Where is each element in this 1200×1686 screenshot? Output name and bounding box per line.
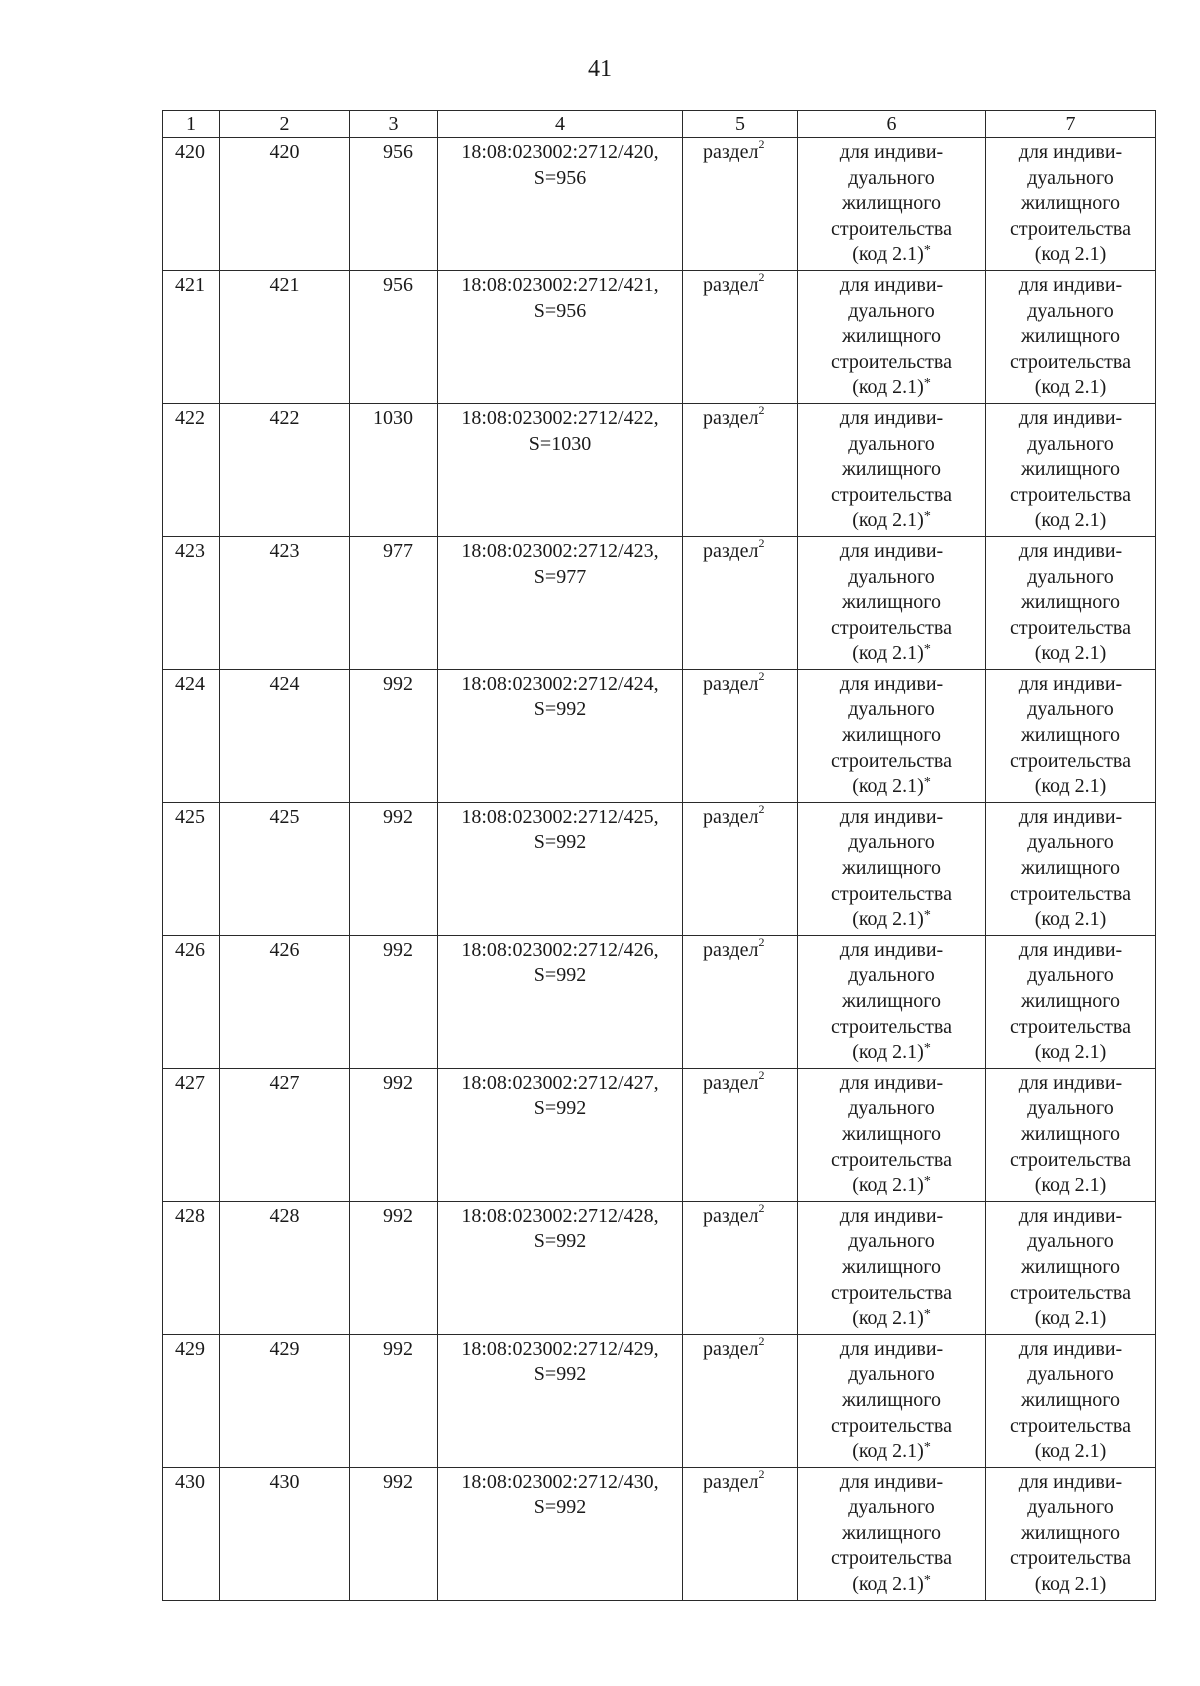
cadastral-number: 18:08:023002:2712/430, [461, 1470, 659, 1493]
use-line: (код 2.1) [1034, 1041, 1107, 1064]
cell-plot-number: 426 [220, 935, 350, 1068]
use-line: для индиви- [839, 1071, 944, 1094]
cell-permitted-use [798, 935, 986, 1068]
formation-type: раздел [703, 1337, 759, 1360]
use-line: строительства [1010, 1281, 1131, 1304]
cell-plot-number: 422 [220, 403, 350, 536]
use-line: для индиви- [1018, 406, 1123, 429]
use-line: жилищного [1020, 1521, 1120, 1544]
use-line: для индиви- [1018, 672, 1123, 695]
use-line: жилищного [841, 990, 941, 1012]
area-label: S=992 [533, 698, 587, 721]
cell-area-value: 956 [350, 270, 438, 403]
use-line: дуального [848, 1230, 935, 1253]
area-label: S=992 [533, 831, 587, 854]
use-line: (код 2.1) [1034, 376, 1107, 399]
area-label: S=992 [533, 1363, 587, 1386]
use-line: (код 2.1) [1034, 509, 1107, 532]
cell-cadastral [438, 403, 683, 536]
asterisk-mark: * [923, 509, 931, 525]
cell-permitted-use-alt [986, 1334, 1156, 1467]
use-line: для индиви- [839, 672, 944, 695]
use-line: строительства [1010, 1414, 1131, 1437]
formation-type: раздел [703, 539, 759, 562]
use-line: для индиви- [1018, 1337, 1123, 1360]
use-line: жилищного [1020, 458, 1120, 481]
cell-area-value: 992 [350, 935, 438, 1068]
use-line: жилищного [1020, 591, 1120, 614]
cell-area-value: 992 [350, 1334, 438, 1467]
cell-number: 430 [163, 1467, 220, 1600]
column-header-1: 1 [163, 111, 220, 138]
use-line: дуального [1027, 166, 1114, 189]
use-line: дуального [848, 1496, 935, 1519]
page-number: 41 [588, 56, 612, 82]
cell-area-value: 992 [350, 1467, 438, 1600]
cell-number: 422 [163, 403, 220, 536]
cell-permitted-use [798, 802, 986, 935]
use-line: дуального [848, 299, 935, 322]
use-line-text: (код 2.1) [852, 1440, 924, 1463]
use-line-last [798, 1572, 985, 1600]
footnote-marker: 2 [758, 1068, 765, 1083]
use-line-text: (код 2.1) [852, 376, 924, 399]
use-line: для индиви- [839, 1204, 944, 1227]
cell-permitted-use-alt [986, 935, 1156, 1068]
footnote-marker: 2 [758, 270, 765, 285]
footnote-marker: 2 [758, 403, 765, 418]
cell-cadastral [438, 1201, 683, 1334]
footnote-marker: 2 [758, 1467, 765, 1482]
cell-formation-type [683, 536, 798, 669]
table-row [163, 403, 1156, 536]
use-line-text: (код 2.1) [852, 509, 924, 532]
cell-cadastral [438, 1467, 683, 1600]
use-line: строительства [831, 1414, 952, 1437]
use-line-last [798, 1439, 985, 1467]
use-line: для индиви- [1018, 1470, 1123, 1493]
cadastral-number: 18:08:023002:2712/428, [461, 1204, 659, 1227]
column-header-2: 2 [220, 111, 350, 138]
cell-number: 423 [163, 536, 220, 669]
use-line: для индиви- [839, 1337, 944, 1360]
cell-area-value: 977 [350, 536, 438, 669]
use-line: жилищного [841, 591, 941, 614]
use-line: дуального [1027, 565, 1114, 588]
cell-permitted-use-alt [986, 536, 1156, 669]
cell-area-value: 992 [350, 669, 438, 802]
formation-type: раздел [703, 1071, 759, 1094]
use-line-text: (код 2.1) [852, 1174, 924, 1197]
use-line: строительства [1010, 217, 1131, 240]
use-line-last [798, 1173, 985, 1201]
use-line: строительства [831, 616, 952, 639]
cell-number: 426 [163, 935, 220, 1068]
use-line: для индиви- [839, 406, 944, 429]
column-header-4: 4 [438, 111, 683, 138]
use-line-last [798, 1040, 985, 1068]
cell-permitted-use [798, 1334, 986, 1467]
use-line: (код 2.1) [1034, 1174, 1107, 1197]
area-label: S=956 [533, 166, 587, 189]
formation-type: раздел [703, 672, 759, 695]
use-line: жилищного [1020, 1122, 1120, 1145]
table-row [163, 1334, 1156, 1467]
use-line: дуального [848, 698, 935, 721]
use-line: строительства [1010, 483, 1131, 506]
use-line: для индиви- [1018, 805, 1123, 828]
use-line: строительства [831, 217, 952, 240]
use-line: для индиви- [839, 141, 944, 163]
area-label: S=992 [533, 1097, 587, 1120]
cell-number: 427 [163, 1068, 220, 1201]
cell-formation-type [683, 1201, 798, 1334]
formation-type: раздел [703, 141, 759, 163]
use-line-last [798, 774, 985, 802]
cell-permitted-use-alt [986, 1068, 1156, 1201]
use-line-text: (код 2.1) [852, 1307, 924, 1330]
use-line: строительства [831, 483, 952, 506]
cell-number: 429 [163, 1334, 220, 1467]
cell-plot-number: 423 [220, 536, 350, 669]
cell-plot-number: 427 [220, 1068, 350, 1201]
use-line: строительства [831, 1148, 952, 1171]
footnote-marker: 2 [758, 1334, 765, 1349]
land-plots-table [162, 110, 1156, 1601]
cell-permitted-use [798, 1201, 986, 1334]
cell-formation-type [683, 935, 798, 1068]
use-line: (код 2.1) [1034, 908, 1107, 931]
cell-plot-number: 425 [220, 802, 350, 935]
use-line: для индиви- [1018, 1071, 1123, 1094]
use-line-last [798, 508, 985, 536]
cell-permitted-use [798, 138, 986, 271]
use-line: жилищного [841, 325, 941, 348]
table-row [163, 1201, 1156, 1334]
use-line: для индиви- [839, 273, 944, 296]
cell-plot-number: 420 [220, 138, 350, 271]
table-row [163, 802, 1156, 935]
use-line: строительства [1010, 882, 1131, 905]
use-line: для индиви- [1018, 1204, 1123, 1227]
use-line: жилищного [1020, 192, 1120, 215]
use-line: дуального [848, 831, 935, 854]
cadastral-number: 18:08:023002:2712/420, [461, 141, 659, 163]
use-line-text: (код 2.1) [852, 908, 924, 931]
cell-cadastral [438, 802, 683, 935]
cell-formation-type [683, 403, 798, 536]
use-line: дуального [1027, 1496, 1114, 1519]
area-label: S=992 [533, 964, 587, 987]
use-line-last [798, 1306, 985, 1334]
cell-number: 421 [163, 270, 220, 403]
asterisk-mark: * [923, 775, 931, 791]
cell-area-value: 992 [350, 802, 438, 935]
cell-number: 425 [163, 802, 220, 935]
cell-area-value: 992 [350, 1201, 438, 1334]
footnote-marker: 2 [758, 802, 765, 817]
area-label: S=956 [533, 299, 587, 322]
cell-permitted-use-alt [986, 403, 1156, 536]
use-line: жилищного [1020, 1388, 1120, 1411]
use-line: (код 2.1) [1034, 243, 1107, 266]
cadastral-number: 18:08:023002:2712/421, [461, 273, 659, 296]
use-line: дуального [1027, 964, 1114, 987]
cell-permitted-use-alt [986, 1201, 1156, 1334]
column-header-7: 7 [986, 111, 1156, 138]
footnote-marker: 2 [758, 1201, 765, 1216]
asterisk-mark: * [923, 908, 931, 924]
cell-permitted-use-alt [986, 138, 1156, 271]
footnote-marker: 2 [758, 935, 765, 950]
footnote-marker: 2 [758, 669, 765, 684]
use-line: дуального [848, 964, 935, 987]
use-line: (код 2.1) [1034, 642, 1107, 665]
use-line: жилищного [841, 1388, 941, 1411]
area-label: S=977 [533, 565, 587, 588]
use-line: дуального [1027, 831, 1114, 854]
use-line: строительства [831, 1547, 952, 1570]
footnote-marker: 2 [758, 137, 765, 152]
cadastral-number: 18:08:023002:2712/427, [461, 1071, 659, 1094]
asterisk-mark: * [923, 376, 931, 392]
formation-type: раздел [703, 1204, 759, 1227]
use-line: для индиви- [839, 938, 944, 961]
cell-formation-type [683, 1068, 798, 1201]
cadastral-number: 18:08:023002:2712/425, [461, 805, 659, 828]
use-line: (код 2.1) [1034, 1440, 1107, 1463]
asterisk-mark: * [923, 1440, 931, 1456]
use-line: для индиви- [1018, 539, 1123, 562]
formation-type: раздел [703, 273, 759, 296]
cadastral-number: 18:08:023002:2712/422, [461, 406, 659, 429]
cell-formation-type [683, 802, 798, 935]
table-header [163, 111, 1156, 138]
table-row [163, 669, 1156, 802]
cell-permitted-use [798, 1068, 986, 1201]
cell-cadastral [438, 138, 683, 271]
use-line-text: (код 2.1) [852, 1573, 924, 1596]
use-line: для индиви- [1018, 938, 1123, 961]
use-line: дуального [848, 432, 935, 455]
use-line: (код 2.1) [1034, 1307, 1107, 1330]
cell-plot-number: 429 [220, 1334, 350, 1467]
table-body [163, 138, 1156, 1601]
cell-cadastral [438, 1334, 683, 1467]
use-line: строительства [1010, 749, 1131, 772]
use-line-last [798, 641, 985, 669]
asterisk-mark: * [923, 642, 931, 658]
cell-plot-number: 421 [220, 270, 350, 403]
cell-permitted-use-alt [986, 270, 1156, 403]
use-line: дуального [1027, 698, 1114, 721]
use-line: дуального [848, 166, 935, 189]
cell-permitted-use [798, 669, 986, 802]
table-row [163, 138, 1156, 271]
formation-type: раздел [703, 805, 759, 828]
cell-formation-type [683, 669, 798, 802]
use-line: для индиви- [839, 805, 944, 828]
use-line: дуального [1027, 1230, 1114, 1253]
asterisk-mark: * [923, 1174, 931, 1190]
cell-formation-type [683, 138, 798, 271]
cell-permitted-use [798, 536, 986, 669]
use-line: дуального [848, 1097, 935, 1120]
header-row [163, 111, 1156, 138]
use-line-text: (код 2.1) [852, 1041, 924, 1064]
use-line-last [798, 242, 985, 270]
formation-type: раздел [703, 1470, 759, 1493]
use-line: жилищного [1020, 325, 1120, 348]
formation-type: раздел [703, 406, 759, 429]
cell-area-value: 1030 [350, 403, 438, 536]
use-line: строительства [1010, 1148, 1131, 1171]
use-line: жилищного [841, 857, 941, 880]
use-line: строительства [1010, 1547, 1131, 1570]
asterisk-mark: * [923, 1573, 931, 1589]
cell-permitted-use [798, 403, 986, 536]
cell-area-value: 992 [350, 1068, 438, 1201]
use-line-last [798, 375, 985, 403]
use-line: строительства [1010, 616, 1131, 639]
cell-plot-number: 424 [220, 669, 350, 802]
cell-permitted-use-alt [986, 669, 1156, 802]
cell-plot-number: 428 [220, 1201, 350, 1334]
use-line: строительства [1010, 350, 1131, 373]
cell-formation-type [683, 1467, 798, 1600]
asterisk-mark: * [923, 1041, 931, 1057]
cell-area-value: 956 [350, 138, 438, 271]
use-line: жилищного [841, 1122, 941, 1145]
column-header-6: 6 [798, 111, 986, 138]
cell-formation-type [683, 1334, 798, 1467]
asterisk-mark: * [923, 243, 931, 259]
use-line: для индиви- [839, 539, 944, 562]
use-line-text: (код 2.1) [852, 243, 924, 266]
use-line: дуального [1027, 299, 1114, 322]
cadastral-number: 18:08:023002:2712/426, [461, 938, 659, 961]
use-line-text: (код 2.1) [852, 775, 924, 798]
use-line: жилищного [1020, 990, 1120, 1012]
cell-permitted-use-alt [986, 802, 1156, 935]
use-line: строительства [831, 1015, 952, 1038]
use-line-text: (код 2.1) [852, 642, 924, 665]
cell-permitted-use-alt [986, 1467, 1156, 1600]
cell-cadastral [438, 669, 683, 802]
use-line: для индиви- [839, 1470, 944, 1493]
cell-formation-type [683, 270, 798, 403]
cell-plot-number: 430 [220, 1467, 350, 1600]
cadastral-number: 18:08:023002:2712/423, [461, 539, 659, 562]
table-row [163, 536, 1156, 669]
use-line: дуального [848, 565, 935, 588]
column-header-3: 3 [350, 111, 438, 138]
table-row [163, 270, 1156, 403]
cadastral-number: 18:08:023002:2712/424, [461, 672, 659, 695]
use-line: строительства [831, 1281, 952, 1304]
cell-number: 424 [163, 669, 220, 802]
footnote-marker: 2 [758, 536, 765, 551]
use-line: дуального [1027, 432, 1114, 455]
use-line: жилищного [841, 458, 941, 481]
use-line: жилищного [841, 1521, 941, 1544]
use-line: жилищного [1020, 857, 1120, 880]
use-line: строительства [1010, 1015, 1131, 1038]
cell-permitted-use [798, 1467, 986, 1600]
cell-cadastral [438, 935, 683, 1068]
use-line: дуального [1027, 1097, 1114, 1120]
use-line: (код 2.1) [1034, 775, 1107, 798]
use-line: жилищного [1020, 1255, 1120, 1278]
table-row [163, 935, 1156, 1068]
cell-number: 428 [163, 1201, 220, 1334]
use-line-last [798, 907, 985, 935]
use-line: дуального [1027, 1363, 1114, 1386]
cell-permitted-use [798, 270, 986, 403]
area-label: S=992 [533, 1230, 587, 1253]
formation-type: раздел [703, 938, 759, 961]
use-line: для индиви- [1018, 141, 1123, 163]
use-line: жилищного [1020, 724, 1120, 747]
area-label: S=1030 [528, 432, 592, 455]
use-line: строительства [831, 350, 952, 373]
cell-cadastral [438, 270, 683, 403]
use-line: строительства [831, 882, 952, 905]
use-line: дуального [848, 1363, 935, 1386]
asterisk-mark: * [923, 1307, 931, 1323]
cell-cadastral [438, 536, 683, 669]
column-header-5: 5 [683, 111, 798, 138]
use-line: для индиви- [1018, 273, 1123, 296]
cadastral-number: 18:08:023002:2712/429, [461, 1337, 659, 1360]
area-label: S=992 [533, 1496, 587, 1519]
use-line: строительства [831, 749, 952, 772]
table-row [163, 1068, 1156, 1201]
use-line: жилищного [841, 1255, 941, 1278]
use-line: (код 2.1) [1034, 1573, 1107, 1596]
cell-cadastral [438, 1068, 683, 1201]
table-row [163, 1467, 1156, 1600]
cell-number: 420 [163, 138, 220, 271]
use-line: жилищного [841, 192, 941, 215]
use-line: жилищного [841, 724, 941, 747]
